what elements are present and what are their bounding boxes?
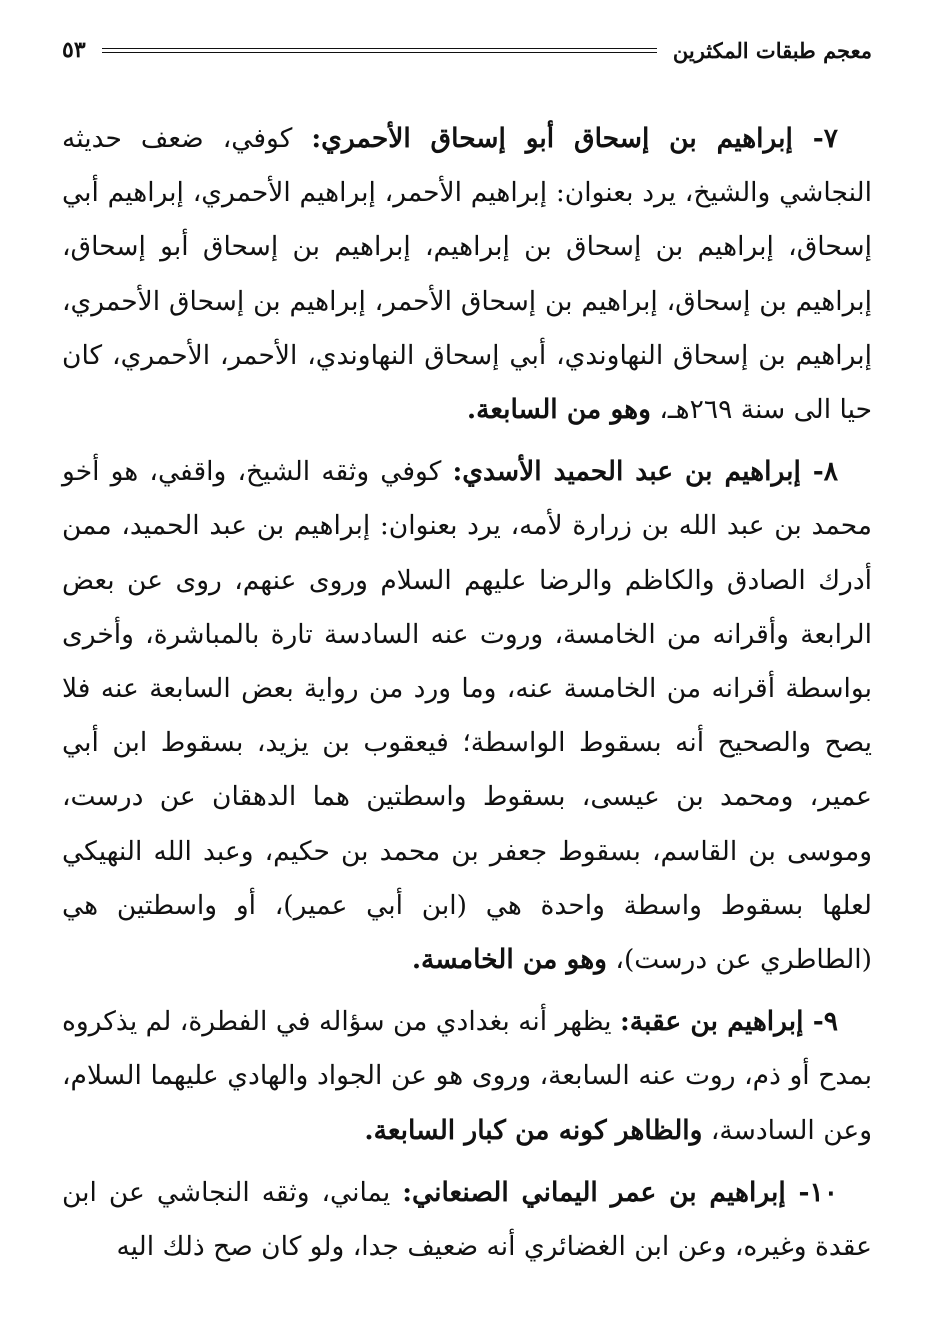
- entry-text: يظهر أنه بغدادي من سؤاله في الفطرة، لم يذكروه بمدح أو ذم، روت عنه السابعة، وروى هو عن الجواد والهادي عليهما السلام، وعن السادسة،: [62, 1006, 872, 1146]
- page-body: [62, 112, 872, 1282]
- entry-text: كوفي، ضعف حديثه النجاشي والشيخ، يرد بعنوان: إبراهيم الأحمر، إبراهيم الأحمري، إبراهيم أبي إسحاق، إبراهيم بن إسحاق بن إبراهيم، إبراهيم بن إسحاق أبو إسحاق، إبراهيم بن إسحاق، إبراهيم بن إسحاق الأحمر، إبراهيم بن إسحاق الأحمري، إبراهيم بن إسحاق النهاوندي، أبي إسحاق النهاوندي، الأحمر، الأحمري، كان حيا الى سنة ٢٦٩هـ،: [62, 123, 872, 426]
- running-header: [62, 30, 872, 70]
- header-rule: [102, 48, 657, 53]
- entry-heading: ١٠- إبراهيم بن عمر اليماني الصنعاني:: [402, 1176, 838, 1208]
- entry-heading: ٩- إبراهيم بن عقبة:: [619, 1006, 838, 1038]
- entry-10: [62, 1166, 872, 1274]
- page-number: ٥٣: [62, 37, 86, 63]
- entry-tier: وهو من الخامسة.: [411, 944, 607, 976]
- entry-text: كوفي وثقه الشيخ، واقفي، هو أخو محمد بن عبد الله بن زرارة لأمه، يرد بعنوان: إبراهيم بن عبد الحميد، ممن أدرك الصادق والكاظم والرضا عليهم السلام وروى عنهم، روى عن بعض الرابعة وأقرانه من الخامسة، وروت عنه السادسة تارة بالمباشرة، وأخرى بواسطة أقرانه من الخامسة عنه، وما ورد من رواية بعض السابعة عنه فلا يصح والصحيح أنه بسقوط الواسطة؛ فيعقوب بن يزيد، بسقوط ابن أبي عمير، ومحمد بن عيسى، بسقوط واسطتين هما الدهقان عن درست، وموسى بن القاسم، بسقوط جعفر بن محمد بن حكيم، وعبد الله النهيكي لعلها بسقوط واسطة واحدة هي (ابن أبي عمير)، أو واسطتين هي (الطاطري عن درست)،: [62, 456, 872, 976]
- entry-8: [62, 445, 872, 987]
- book-title: معجم طبقات المكثرين: [672, 37, 872, 63]
- entry-7: [62, 112, 872, 437]
- entry-tier: والظاهر كونه من كبار السابعة.: [364, 1114, 703, 1146]
- entry-heading: ٧- إبراهيم بن إسحاق أبو إسحاق الأحمري:: [311, 123, 838, 154]
- entry-tier: وهو من السابعة.: [466, 394, 651, 426]
- entry-9: [62, 995, 872, 1158]
- entry-heading: ٨- إبراهيم بن عبد الحميد الأسدي:: [452, 456, 839, 488]
- entry-text: يماني، وثقه النجاشي عن ابن عقدة وغيره، وعن ابن الغضائري أنه ضعيف جدا، ولو كان صح ذلك اليه: [62, 1176, 872, 1263]
